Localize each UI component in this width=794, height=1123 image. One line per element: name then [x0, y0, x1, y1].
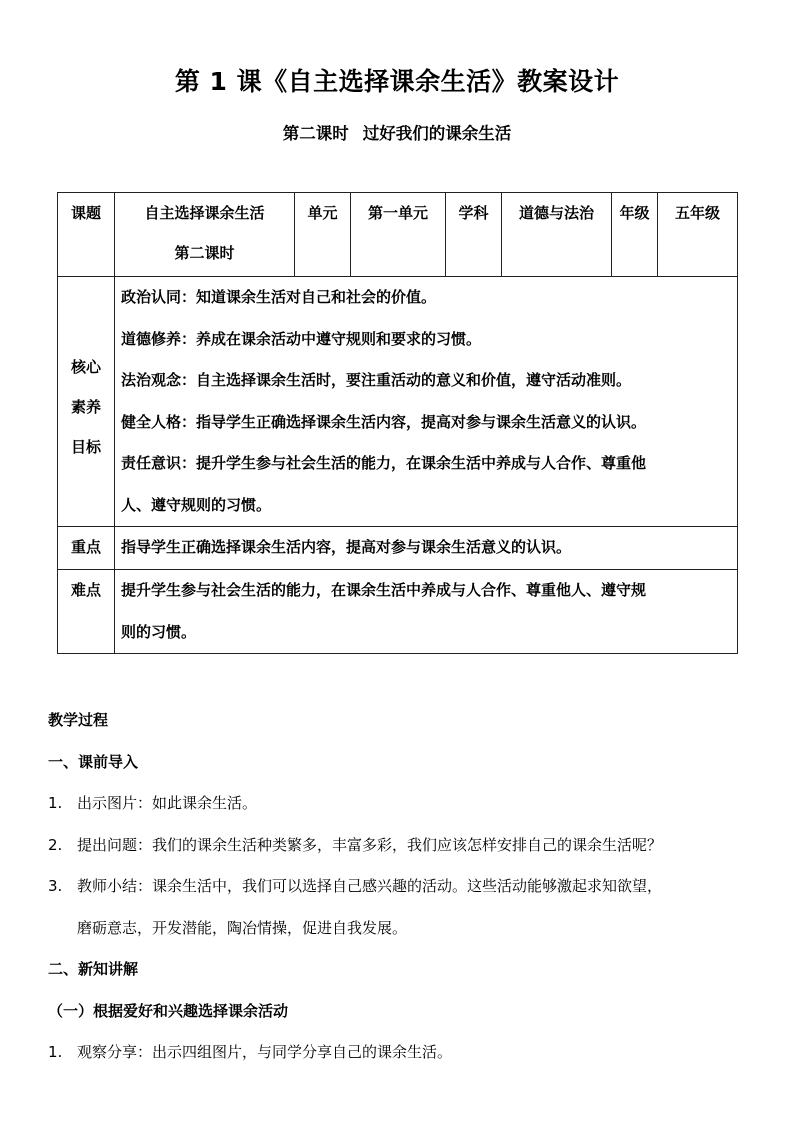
table-row [58, 570, 738, 654]
item-text: 教师小结：课余生活中，我们可以选择自己感兴趣的活动。这些活动能够激起求知欲望， [77, 877, 663, 895]
item-text: 观察分享：出示四组图片，与同学分享自己的课余生活。 [77, 1043, 453, 1061]
goal-line: 责任意识：提升学生参与社会生活的能力，在课余生活中养成与人合作、尊重他 [121, 454, 647, 472]
topic-label: 课题 [58, 193, 115, 277]
core-label-line: 目标 [70, 438, 101, 456]
difficulty-line: 提升学生参与社会生活的能力，在课余生活中养成与人合作、尊重他人、遵守规 [121, 581, 647, 599]
topic-value [115, 193, 295, 277]
section-heading: 二、新知讲解 [48, 960, 139, 978]
list-item [48, 783, 768, 825]
item-text: 出示图片：如此课余生活。 [77, 794, 258, 812]
list-item [48, 866, 768, 908]
unit-label: 单元 [295, 193, 351, 277]
goal-line: 政治认同：知道课余生活对自己和社会的价值。 [121, 288, 437, 306]
grade-value: 五年级 [658, 193, 738, 277]
item-number: 3. [48, 877, 63, 895]
lesson-info-table [57, 192, 738, 654]
core-label-line: 素养 [70, 398, 101, 416]
list-item [48, 825, 768, 867]
core-goal-label [58, 277, 115, 527]
table-row [58, 193, 738, 277]
item-continuation: 磨砺意志，开发潜能，陶冶情操，促进自我发展。 [77, 918, 408, 937]
subsection-heading: （一）根据爱好和兴趣选择课余活动 [48, 1001, 289, 1020]
difficulty-value [115, 570, 738, 654]
item-number: 2. [48, 835, 63, 854]
subject-label: 学科 [446, 193, 502, 277]
goal-line: 人、遵守规则的习惯。 [121, 495, 272, 514]
topic-line-1: 自主选择课余生活 [144, 204, 265, 222]
page-subtitle [0, 120, 794, 144]
teaching-process [48, 700, 768, 1074]
core-label-line: 核心 [70, 358, 101, 376]
difficulty-line: 则的习惯。 [121, 622, 197, 641]
key-point-label: 重点 [58, 527, 115, 570]
subtitle-lesson: 第二课时 [282, 124, 349, 143]
core-goals-cell [115, 277, 738, 527]
subtitle-topic: 过好我们的课余生活 [362, 124, 512, 143]
key-point-value: 指导学生正确选择课余生活内容，提高对参与课余生活意义的认识。 [115, 527, 738, 570]
goal-line: 健全人格：指导学生正确选择课余生活内容，提高对参与课余生活意义的认识。 [121, 412, 647, 431]
item-number: 1. [48, 1043, 63, 1061]
section-heading: 一、课前导入 [48, 752, 139, 771]
goal-line: 法治观念：自主选择课余生活时，要注重活动的意义和价值，遵守活动准则。 [121, 371, 632, 389]
difficulty-label: 难点 [58, 570, 115, 654]
grade-label: 年级 [612, 193, 658, 277]
list-item [48, 1032, 768, 1074]
subject-value: 道德与法治 [502, 193, 612, 277]
item-text: 提出问题：我们的课余生活种类繁多，丰富多彩，我们应该怎样安排自己的课余生活呢？ [77, 835, 663, 854]
goal-line: 道德修养：养成在课余活动中遵守规则和要求的习惯。 [121, 329, 482, 348]
page-title: 第 1 课《自主选择课余生活》教案设计 [174, 67, 620, 96]
table-row [58, 527, 738, 570]
topic-line-2: 第二课时 [174, 244, 235, 262]
unit-value: 第一单元 [351, 193, 446, 277]
item-number: 1. [48, 794, 63, 812]
process-heading: 教学过程 [48, 711, 109, 729]
table-row [58, 277, 738, 527]
